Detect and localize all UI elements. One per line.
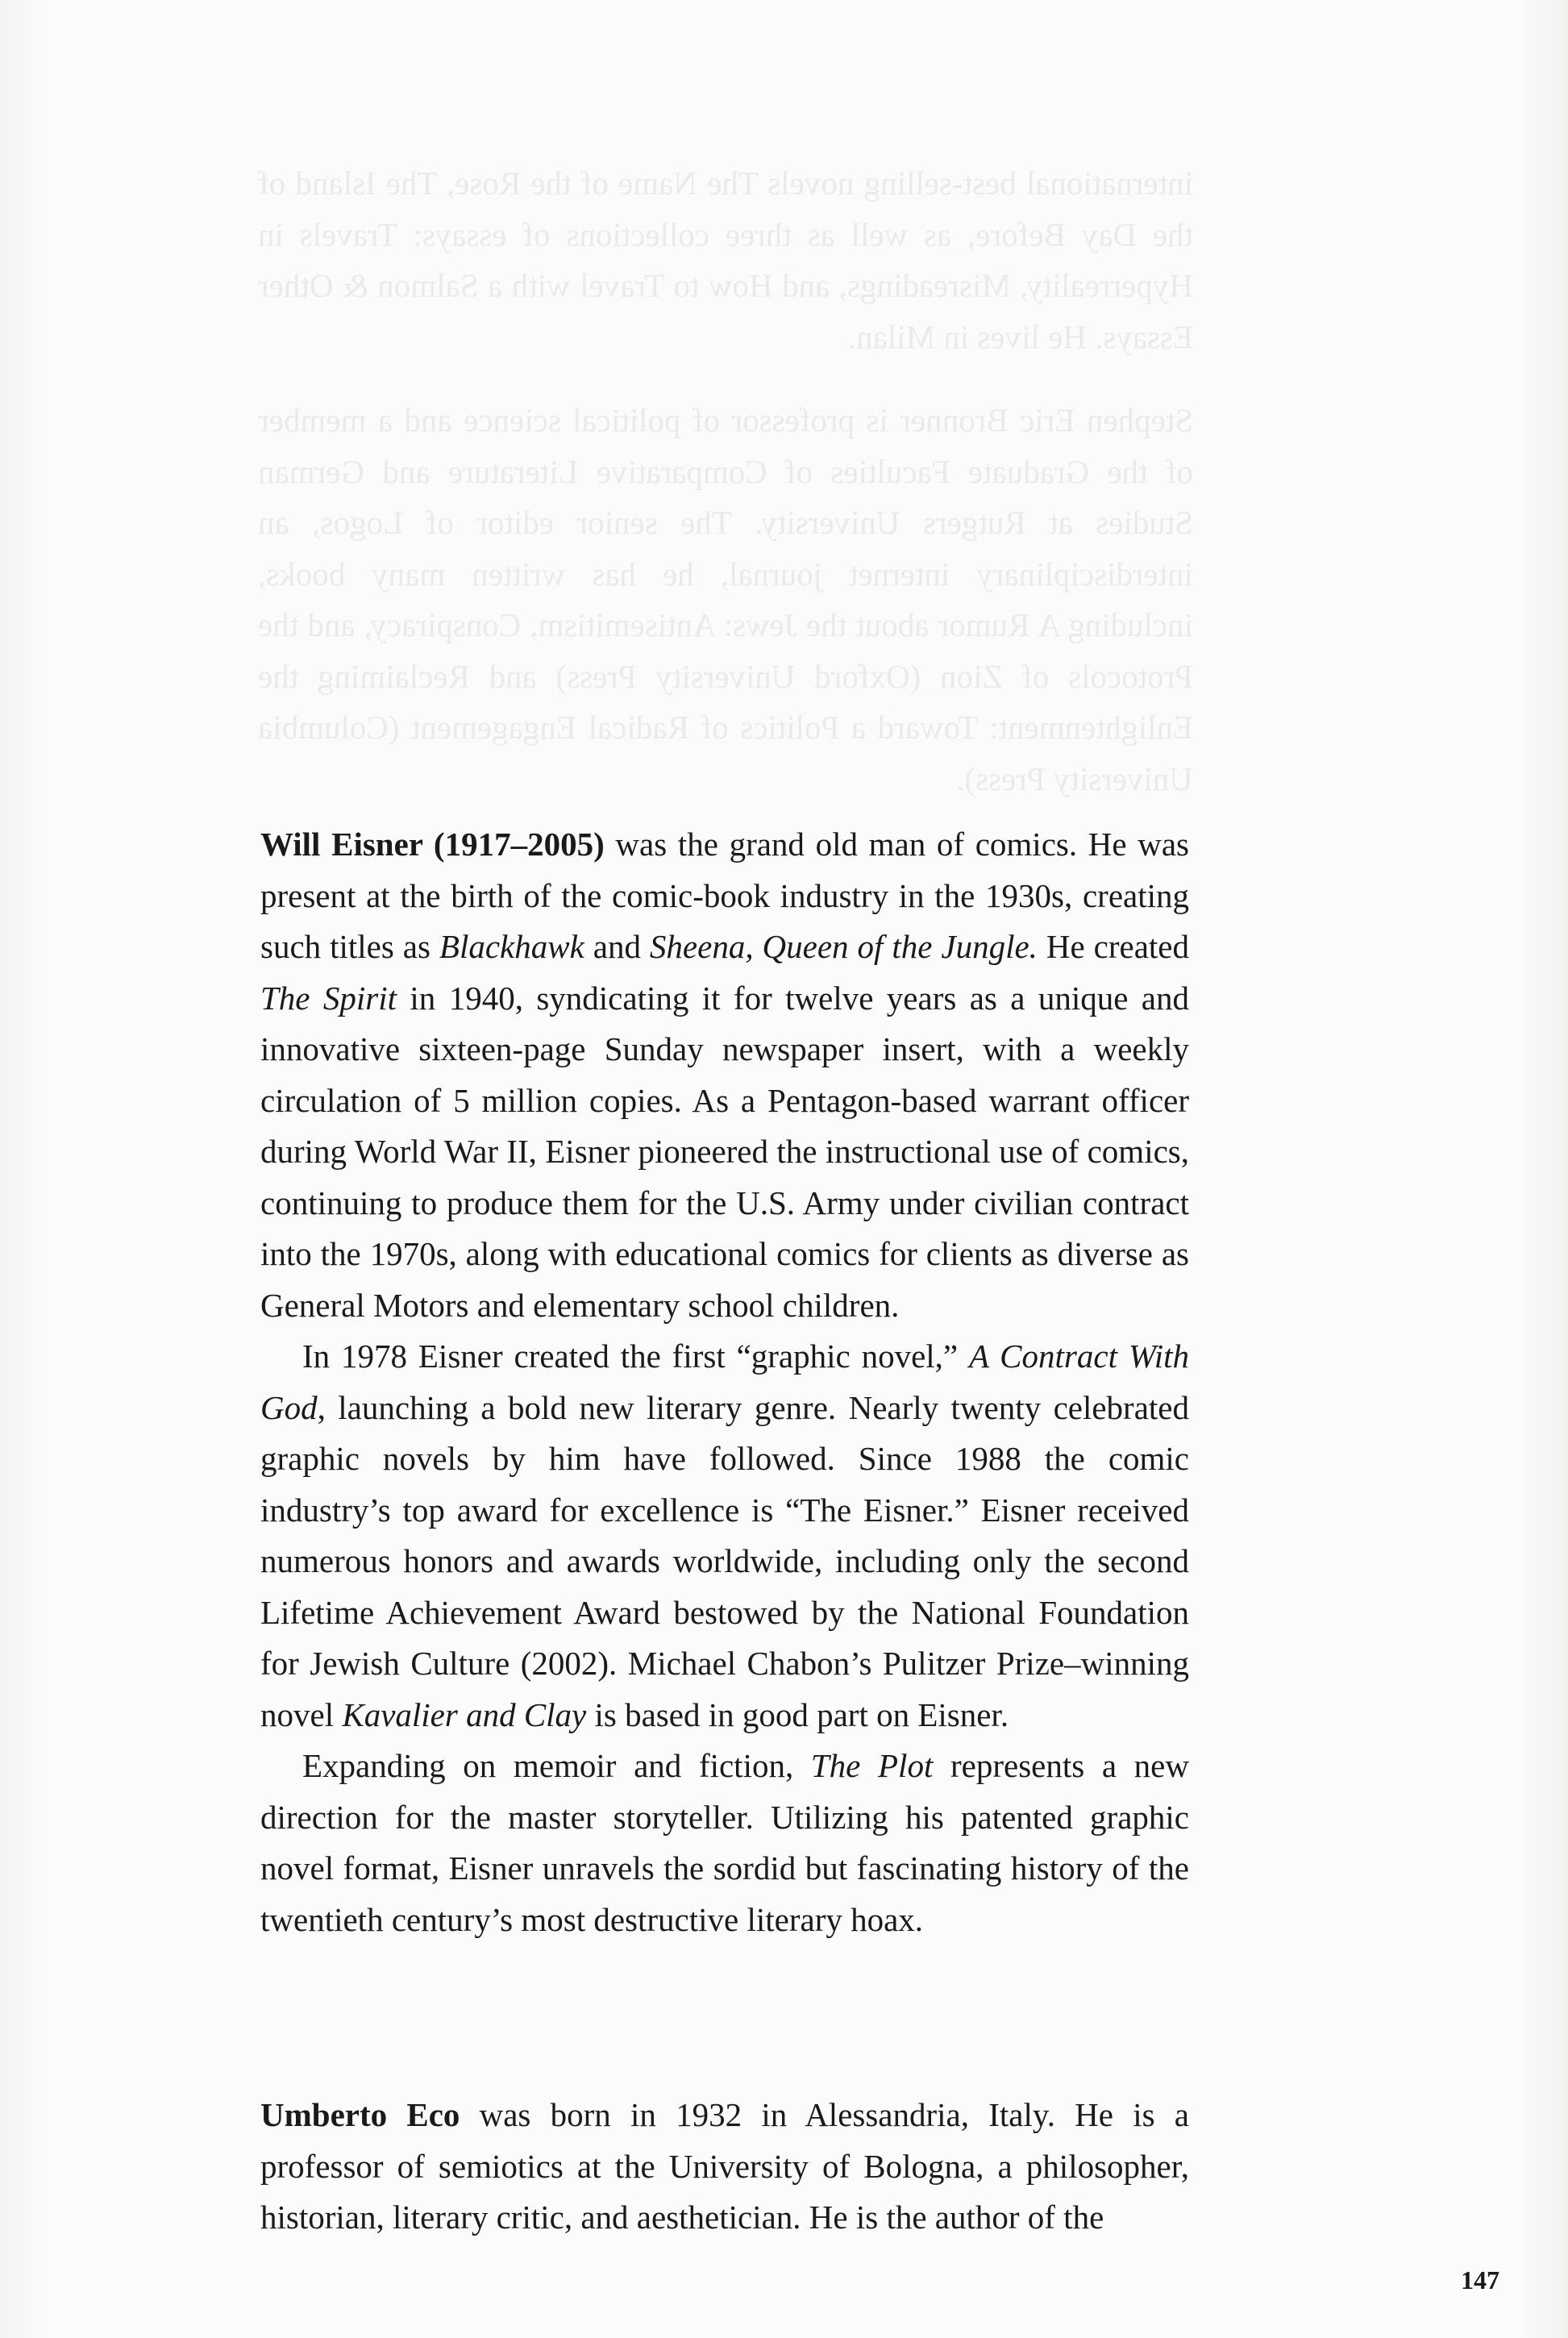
book-title: Blackhawk — [439, 928, 584, 965]
eisner-bio-paragraph-3: Expanding on memoir and fiction, The Plot represents a new direction for the master storyteller. Utilizing his patented graphic novel format, Eisner unravels the sordid but fascinating history of the twentieth century’s most destructive literary hoax. — [260, 1747, 1189, 1938]
author-name: Will Eisner (1917–2005) — [260, 826, 605, 863]
bleed-through-paragraph: international best-selling novels The Name of the Rose, The Island of the Day Before, as well as three collections of essays: Travels in Hyperreality, Misreadings, and How to Travel with a Salmon & Other Essays. He lives in Milan. — [258, 164, 1193, 356]
book-title: The Plot — [810, 1747, 934, 1784]
eisner-bio-paragraph-1: Will Eisner (1917–2005) was the grand old man of comics. He was present at the birth of the comic-book industry in the 1930s, creating such titles as Blackhawk and Sheena, Queen of the Jungle. He created The Spirit in 1940, syndicating it for twelve years as a unique and innovative sixteen-page Sunday newspaper insert, with a weekly circulation of 5 million copies. As a Pentagon-based warrant officer during World War II, Eisner pioneered the instructional use of comics, continuing to produce them for the U.S. Army under civilian contract into the 1970s, along with educational comics for clients as diverse as General Motors and elementary school children. — [260, 826, 1190, 1324]
book-title: A Contract With God — [260, 1337, 1189, 1426]
eisner-bio-paragraph-2: In 1978 Eisner created the first “graphic novel,” A Contract With God, launching a bold new literary genre. Nearly twenty celebrated graphic novels by him have followed. Since 1988 the comic industry’s top award for excellence is “The Eisner.” Eisner received numerous honors and awards worldwide, including only the second Lifetime Achievement Award bestowed by the National Foundation for Jewish Culture (2002). Michael Chabon’s Pulitzer Prize–winning novel Kavalier and Clay is based in good part on Eisner. — [260, 1337, 1189, 1733]
author-name: Umberto Eco — [260, 2096, 460, 2133]
bleed-through-paragraph: Stephen Eric Bronner is professor of political science and a member of the Graduate Faculties of Comparative Literature and German Studies at Rutgers University. The senior editor of Logos, an interdisciplinary internet journal, he has written many books, including A Rumor about the Jews: Antisemitism, Conspiracy, and the Protocols of Zion (Oxford University Press) and Reclaiming the Enlightenment: Toward a Politics of Radical Engagement (Columbia University Press). — [258, 401, 1193, 797]
book-title: Kavalier and Clay — [342, 1695, 587, 1733]
book-title: Sheena, Queen of the Jungle. — [649, 928, 1038, 965]
bleed-through-text — [258, 158, 1193, 837]
eco-bio-paragraph: Umberto Eco was born in 1932 in Alessandria, Italy. He is a professor of semiotics at the University of Bologna, a philosopher, historian, literary critic, and aesthetician. He is the author of the — [260, 2096, 1189, 2236]
book-title: The Spirit — [260, 979, 397, 1017]
eco-bio — [260, 2090, 1189, 2244]
eisner-bio — [260, 819, 1189, 1945]
page-number: 147 — [1461, 2265, 1499, 2294]
